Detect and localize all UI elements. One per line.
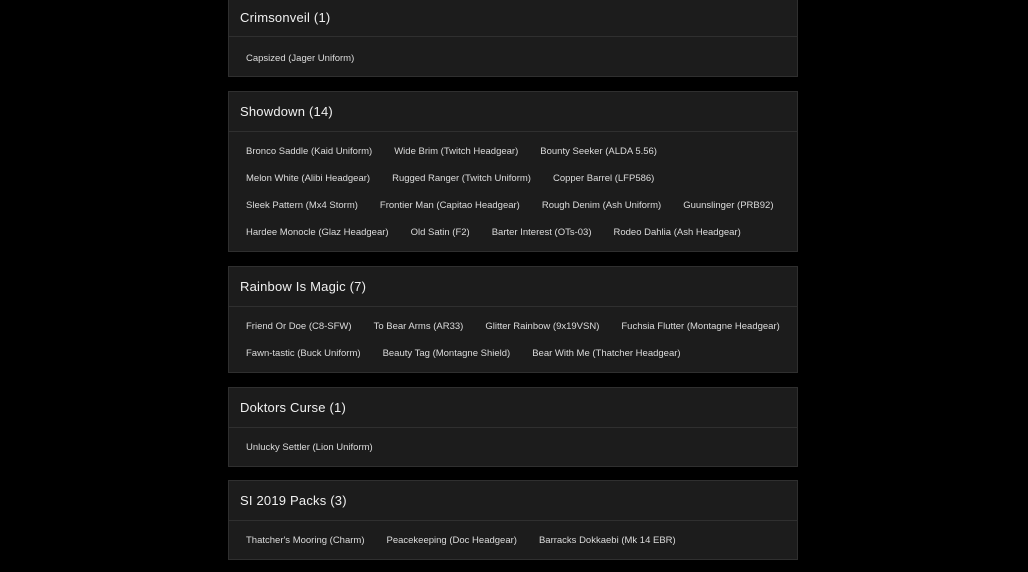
item-link[interactable]: Glitter Rainbow (9x19VSN) (485, 321, 600, 332)
pack-title: Crimsonveil (1) (240, 10, 331, 25)
item-link[interactable]: Old Satin (F2) (410, 227, 470, 238)
pack-title: Doktors Curse (1) (240, 400, 346, 415)
item-link[interactable]: Rough Denim (Ash Uniform) (541, 200, 662, 211)
item-link[interactable]: Fawn-tastic (Buck Uniform) (246, 348, 361, 359)
pack-card-crimsonveil (228, 0, 798, 77)
item-link[interactable]: To Bear Arms (AR33) (373, 321, 464, 332)
item-link[interactable]: Melon White (Alibi Headgear) (246, 173, 371, 184)
pack-title: SI 2019 Packs (3) (240, 493, 347, 508)
item-link[interactable]: Fuchsia Flutter (Montagne Headgear) (621, 321, 780, 332)
pack-items (229, 37, 797, 76)
pack-items (229, 521, 797, 558)
pack-card-showdown (228, 91, 798, 252)
item-link[interactable]: Bounty Seeker (ALDA 5.56) (540, 146, 657, 157)
item-link[interactable]: Capsized (Jager Uniform) (246, 53, 355, 64)
item-link[interactable]: Barter Interest (OTs-03) (491, 227, 592, 238)
pack-title: Rainbow Is Magic (7) (240, 279, 367, 294)
pack-card-si-2019-packs (228, 480, 798, 560)
item-link[interactable]: Unlucky Settler (Lion Uniform) (246, 442, 373, 453)
pack-header (229, 267, 797, 307)
pack-items (229, 428, 797, 465)
pack-card-rainbow-is-magic (228, 266, 798, 373)
item-link[interactable]: Guunslinger (PRB92) (683, 200, 774, 211)
item-link[interactable]: Sleek Pattern (Mx4 Storm) (246, 200, 358, 211)
pack-items (229, 307, 797, 371)
item-link[interactable]: Hardee Monocle (Glaz Headgear) (246, 227, 389, 238)
item-link[interactable]: Copper Barrel (LFP586) (552, 173, 655, 184)
item-link[interactable]: Bear With Me (Thatcher Headgear) (532, 348, 681, 359)
item-link[interactable]: Friend Or Doe (C8-SFW) (246, 321, 352, 332)
pack-header (229, 481, 797, 521)
item-link[interactable]: Rodeo Dahlia (Ash Headgear) (613, 227, 741, 238)
pack-card-doktors-curse (228, 387, 798, 467)
pack-header (229, 388, 797, 428)
pack-header (229, 92, 797, 132)
item-link[interactable]: Peacekeeping (Doc Headgear) (386, 535, 517, 546)
item-link[interactable]: Frontier Man (Capitao Headgear) (379, 200, 520, 211)
item-link[interactable]: Bronco Saddle (Kaid Uniform) (246, 146, 373, 157)
item-link[interactable]: Beauty Tag (Montagne Shield) (382, 348, 511, 359)
item-link[interactable]: Rugged Ranger (Twitch Uniform) (392, 173, 531, 184)
pack-header (229, 0, 797, 37)
pack-items (229, 132, 797, 250)
pack-title: Showdown (14) (240, 104, 333, 119)
item-link[interactable]: Thatcher's Mooring (Charm) (246, 535, 365, 546)
item-link[interactable]: Wide Brim (Twitch Headgear) (394, 146, 519, 157)
item-link[interactable]: Barracks Dokkaebi (Mk 14 EBR) (538, 535, 676, 546)
